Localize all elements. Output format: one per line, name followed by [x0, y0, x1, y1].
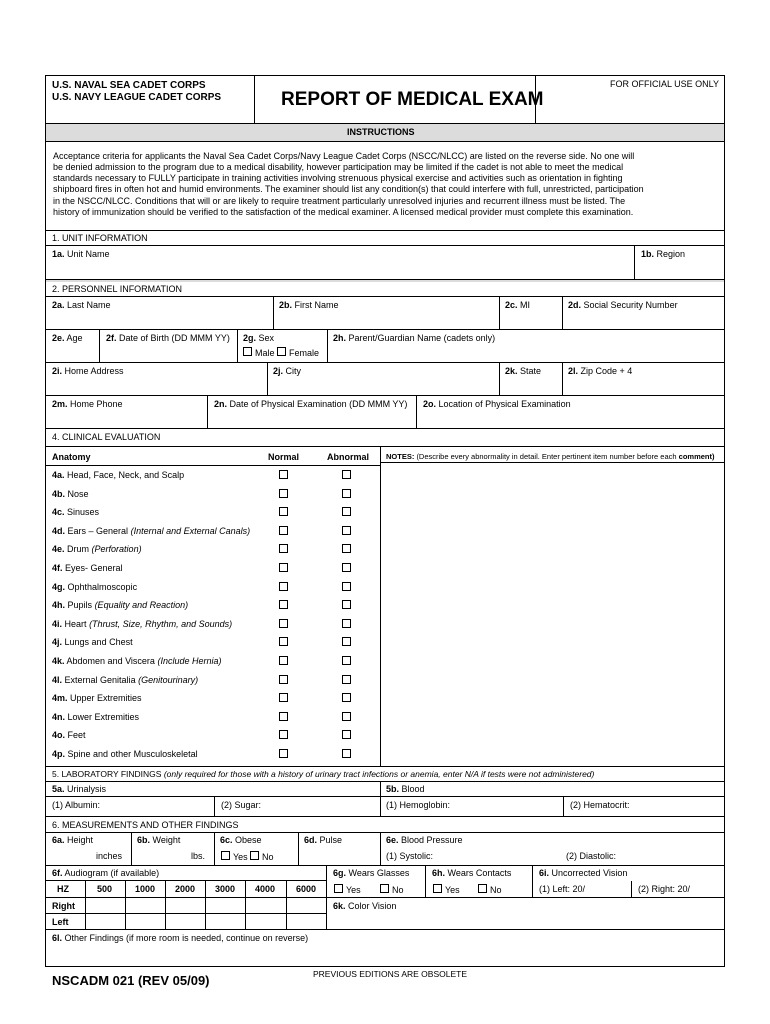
- exam-date-field[interactable]: [208, 396, 415, 428]
- abnormal-checkbox[interactable]: [342, 712, 351, 721]
- albumin-field[interactable]: [46, 797, 213, 816]
- clinical-row-label: [52, 656, 221, 667]
- field-number: 4b.: [52, 489, 66, 499]
- field-number: 2c.: [505, 300, 518, 310]
- field-number: 2h.: [333, 333, 347, 343]
- section-1-heading: 1. UNIT INFORMATION: [52, 233, 148, 243]
- wears-contacts-label: Wears Contacts: [447, 868, 512, 878]
- normal-checkbox[interactable]: [279, 563, 288, 572]
- abnormal-checkbox[interactable]: [342, 507, 351, 516]
- field-number: 4h.: [52, 600, 66, 610]
- anatomy-note: (Perforation): [91, 544, 142, 554]
- normal-checkbox[interactable]: [279, 600, 288, 609]
- normal-checkbox[interactable]: [279, 619, 288, 628]
- audiogram-label: Audiogram (if available): [64, 868, 160, 878]
- state-label: State: [520, 366, 542, 376]
- field-number: 4d.: [52, 526, 66, 536]
- anatomy-label: Lower Extremities: [67, 712, 140, 722]
- obese-no-checkbox[interactable]: [250, 851, 259, 860]
- vision-left-field[interactable]: [539, 884, 585, 895]
- sex-female-checkbox[interactable]: [277, 347, 286, 356]
- home-phone-field[interactable]: [46, 396, 206, 428]
- clinical-row-label: [52, 693, 142, 704]
- clinical-row-label: [52, 712, 139, 723]
- anatomy-label: Abdomen and Viscera: [66, 656, 155, 666]
- clinical-row: [46, 578, 380, 597]
- field-number: 2g.: [243, 333, 257, 343]
- normal-checkbox[interactable]: [279, 544, 288, 553]
- anatomy-label: Heart: [64, 619, 87, 629]
- field-number: 6g.: [333, 868, 347, 878]
- notes-label: NOTES:: [386, 452, 415, 461]
- vision-right-label: Right: 20/: [651, 884, 691, 894]
- exam-location-field[interactable]: [417, 396, 723, 428]
- form-title: REPORT OF MEDICAL EXAM: [281, 89, 544, 110]
- clinical-row: [46, 522, 380, 541]
- clinical-row-label: [52, 730, 86, 741]
- abnormal-checkbox[interactable]: [342, 675, 351, 684]
- sub-number: (2): [566, 851, 577, 861]
- albumin-label: Albumin:: [65, 800, 101, 810]
- audiogram-right-cell[interactable]: [287, 898, 326, 913]
- glasses-yes-label: Yes: [346, 885, 361, 895]
- clinical-row: [46, 745, 380, 764]
- clinical-row: [46, 596, 380, 615]
- normal-checkbox[interactable]: [279, 526, 288, 535]
- audiogram-left-cell[interactable]: [126, 914, 165, 929]
- normal-checkbox[interactable]: [279, 470, 288, 479]
- hematocrit-label: Hematocrit:: [583, 800, 630, 810]
- field-number: 2n.: [214, 399, 228, 409]
- audiogram-right-cell[interactable]: [246, 898, 286, 913]
- clinical-row: [46, 708, 380, 727]
- abnormal-checkbox[interactable]: [342, 730, 351, 739]
- clinical-row-label: [52, 749, 198, 760]
- notes-text: (Describe every abnormality in detail. Enter pertinent item number before each: [416, 452, 677, 461]
- home-address-label: Home Address: [64, 366, 124, 376]
- org-line-2: U.S. NAVY LEAGUE CADET CORPS: [52, 92, 222, 103]
- clinical-row: [46, 633, 380, 652]
- normal-checkbox[interactable]: [279, 693, 288, 702]
- abnormal-checkbox[interactable]: [342, 489, 351, 498]
- height-label: Height: [67, 835, 94, 845]
- state-field[interactable]: [500, 363, 561, 395]
- instructions-line: Acceptance criteria for applicants the Naval Sea Cadet Corps/Navy League Cadet Corps (NSCC/NLCC) are listed on the reverse side. No one will: [53, 151, 635, 161]
- wears-glasses-label: Wears Glasses: [348, 868, 410, 878]
- age-field[interactable]: [46, 330, 98, 362]
- anatomy-label: Pupils: [67, 600, 93, 610]
- sex-female-label: Female: [289, 348, 320, 358]
- vision-left-label: Left: 20/: [552, 884, 586, 894]
- section-2-heading: 2. PERSONNEL INFORMATION: [52, 284, 183, 294]
- clinical-row-label: [52, 637, 133, 648]
- clinical-row: [46, 466, 380, 485]
- clinical-row: [46, 726, 380, 745]
- abnormal-checkbox[interactable]: [342, 582, 351, 591]
- audiogram-left-cell[interactable]: [206, 914, 245, 929]
- contacts-no-checkbox[interactable]: [478, 884, 487, 893]
- color-vision-field[interactable]: [327, 898, 723, 929]
- sex-label: Sex: [258, 333, 275, 343]
- uncorrected-vision-label: Uncorrected Vision: [551, 868, 628, 878]
- audiogram-col-header: 2000: [175, 884, 196, 894]
- notes-instructions: [386, 451, 715, 462]
- clinical-row: [46, 671, 380, 690]
- clinical-row-label: [52, 544, 142, 555]
- abnormal-checkbox[interactable]: [342, 526, 351, 535]
- wears-contacts-field: [426, 866, 531, 897]
- weight-unit: lbs.: [191, 851, 206, 861]
- audiogram-left-label: Left: [52, 917, 69, 927]
- weight-field[interactable]: [132, 833, 213, 865]
- field-number: 6e.: [386, 835, 399, 845]
- last-name-field[interactable]: [46, 297, 272, 329]
- abnormal-checkbox[interactable]: [342, 563, 351, 572]
- obese-no-label: No: [262, 852, 274, 862]
- abnormal-checkbox[interactable]: [342, 619, 351, 628]
- normal-checkbox[interactable]: [279, 675, 288, 684]
- other-findings-label: Other Findings (if more room is needed, continue on reverse): [64, 933, 309, 943]
- abnormal-checkbox[interactable]: [342, 637, 351, 646]
- glasses-yes-checkbox[interactable]: [334, 884, 343, 893]
- clinical-row: [46, 540, 380, 559]
- obese-yes-checkbox[interactable]: [221, 851, 230, 860]
- normal-checkbox[interactable]: [279, 712, 288, 721]
- audiogram-left-cell[interactable]: [246, 914, 286, 929]
- anatomy-note: (Genitourinary): [138, 675, 199, 685]
- normal-checkbox[interactable]: [279, 749, 288, 758]
- contacts-yes-checkbox[interactable]: [433, 884, 442, 893]
- anatomy-label: Eyes- General: [65, 563, 123, 573]
- field-number: 2a.: [52, 300, 65, 310]
- sub-number: (2): [638, 884, 649, 894]
- sub-number: (2): [221, 800, 232, 810]
- audiogram-right-cell[interactable]: [126, 898, 165, 913]
- instructions-line: history of immunization should be verified to the satisfaction of the medical examiner. A licensed medical provider must complete this examination.: [53, 207, 634, 217]
- obese-label: Obese: [235, 835, 262, 845]
- urinalysis-label: Urinalysis: [67, 784, 107, 794]
- field-number: 4c.: [52, 507, 65, 517]
- anatomy-note: (Include Hernia): [157, 656, 222, 666]
- clinical-row-label: [52, 489, 89, 500]
- field-number: 4a.: [52, 470, 65, 480]
- field-number: 4k.: [52, 656, 65, 666]
- obese-yes-label: Yes: [233, 852, 248, 862]
- normal-checkbox[interactable]: [279, 656, 288, 665]
- anatomy-label: Spine and other Musculoskeletal: [67, 749, 198, 759]
- height-field[interactable]: [46, 833, 130, 865]
- systolic-label: Systolic:: [399, 851, 434, 861]
- systolic-field[interactable]: [386, 851, 433, 862]
- mi-label: MI: [520, 300, 531, 310]
- vision-right-field[interactable]: [638, 884, 690, 895]
- guardian-name-field[interactable]: [328, 330, 723, 362]
- clinical-row-label: [52, 582, 137, 593]
- field-number: 5b.: [386, 784, 400, 794]
- other-findings-field[interactable]: [46, 930, 723, 966]
- section-4-heading: 4. CLINICAL EVALUATION: [52, 432, 161, 442]
- obsolete-notice: PREVIOUS EDITIONS ARE OBSOLETE: [313, 969, 467, 979]
- anatomy-note: (Equality and Reaction): [94, 600, 189, 610]
- field-number: 6l.: [52, 933, 63, 943]
- clinical-row-label: [52, 563, 123, 574]
- clinical-row: [46, 485, 380, 504]
- first-name-field[interactable]: [274, 297, 498, 329]
- home-phone-label: Home Phone: [70, 399, 123, 409]
- zip-field[interactable]: [563, 363, 723, 395]
- pulse-label: Pulse: [319, 835, 343, 845]
- glasses-no-label: No: [392, 885, 404, 895]
- height-unit: inches: [96, 851, 123, 861]
- exam-location-label: Location of Physical Examination: [438, 399, 571, 409]
- first-name-label: First Name: [294, 300, 339, 310]
- contacts-yes-label: Yes: [445, 885, 460, 895]
- instructions-line: standards necessary to FULLY participate in training activities involving strenuous physical exercise and activities such as orientation in fighting: [53, 173, 623, 183]
- instructions-line: shipboard fires in often hot and humid environments. The examiner should list any condition(s) that could interfere with full, unrestricted, participation: [53, 184, 644, 194]
- anatomy-note: (Internal and External Canals): [130, 526, 251, 536]
- field-number: 4f.: [52, 563, 63, 573]
- audiogram-col-header: 500: [97, 884, 113, 894]
- audiogram-hz-header: HZ: [57, 884, 69, 894]
- field-number: 6h.: [432, 868, 446, 878]
- field-number: 5a.: [52, 784, 65, 794]
- audiogram-col-header: 3000: [215, 884, 236, 894]
- field-number: 4n.: [52, 712, 66, 722]
- dob-field[interactable]: [100, 330, 236, 362]
- guardian-name-label: Parent/Guardian Name (cadets only): [348, 333, 496, 343]
- anatomy-label: Lungs and Chest: [64, 637, 133, 647]
- hematocrit-field[interactable]: [564, 797, 723, 816]
- anatomy-label: Head, Face, Neck, and Scalp: [67, 470, 185, 480]
- sub-number: (2): [570, 800, 581, 810]
- city-field[interactable]: [268, 363, 498, 395]
- sub-number: (1): [539, 884, 550, 894]
- unit-name-field[interactable]: [46, 246, 633, 279]
- clinical-row: [46, 652, 380, 671]
- form-id: NSCADM 021 (REV 05/09): [52, 973, 210, 988]
- notes-area[interactable]: [381, 463, 723, 765]
- ssn-label: Social Security Number: [583, 300, 678, 310]
- field-number: 2e.: [52, 333, 65, 343]
- clinical-row-label: [52, 600, 188, 611]
- audiogram-col-header: 4000: [255, 884, 276, 894]
- hemoglobin-label: Hemoglobin:: [399, 800, 451, 810]
- region-field[interactable]: [635, 246, 723, 279]
- anatomy-label: External Genitalia: [64, 675, 136, 685]
- abnormal-checkbox[interactable]: [342, 749, 351, 758]
- section-5-heading: [52, 769, 594, 780]
- field-number: 4p.: [52, 749, 66, 759]
- field-number: 1b.: [641, 249, 655, 259]
- field-number: 4g.: [52, 582, 66, 592]
- col-normal: Normal: [268, 452, 300, 462]
- field-number: 6f.: [52, 868, 63, 878]
- abnormal-checkbox[interactable]: [342, 600, 351, 609]
- age-label: Age: [66, 333, 83, 343]
- clinical-row-label: [52, 675, 198, 686]
- instructions-line: be denied admission to the program due to a medical disability, however participation may be limited if the cadet is not able to meet the medical: [53, 162, 624, 172]
- blood-pressure-label: Blood Pressure: [401, 835, 463, 845]
- abnormal-checkbox[interactable]: [342, 470, 351, 479]
- blood-label: Blood: [401, 784, 425, 794]
- field-number: 6c.: [220, 835, 233, 845]
- field-number: 1a.: [52, 249, 65, 259]
- audiogram-left-cell[interactable]: [166, 914, 205, 929]
- field-number: 2b.: [279, 300, 293, 310]
- sugar-field[interactable]: [215, 797, 379, 816]
- normal-checkbox[interactable]: [279, 507, 288, 516]
- normal-checkbox[interactable]: [279, 582, 288, 591]
- audiogram-right-cell[interactable]: [206, 898, 245, 913]
- dob-label: Date of Birth (DD MMM YY): [119, 333, 230, 343]
- audiogram-right-cell[interactable]: [86, 898, 125, 913]
- field-number: 6k.: [333, 901, 346, 911]
- field-number: 6i.: [539, 868, 550, 878]
- ssn-field[interactable]: [563, 297, 723, 329]
- section-5-title: 5. LABORATORY FINDINGS: [52, 769, 162, 779]
- normal-checkbox[interactable]: [279, 489, 288, 498]
- region-label: Region: [656, 249, 686, 259]
- field-number: 2i.: [52, 366, 63, 376]
- zip-label: Zip Code + 4: [580, 366, 633, 376]
- anatomy-label: Feet: [67, 730, 86, 740]
- blood-pressure-field: [381, 833, 723, 865]
- org-line-1: U.S. NAVAL SEA CADET CORPS: [52, 80, 206, 91]
- anatomy-label: Nose: [67, 489, 89, 499]
- field-number: 2o.: [423, 399, 437, 409]
- color-vision-label: Color Vision: [348, 901, 397, 911]
- field-number: 4i.: [52, 619, 63, 629]
- audiogram-col-header: 1000: [135, 884, 156, 894]
- weight-label: Weight: [152, 835, 181, 845]
- sugar-label: Sugar:: [234, 800, 262, 810]
- field-number: 2j.: [273, 366, 284, 376]
- sex-male-label: Male: [255, 348, 275, 358]
- anatomy-note: (Thrust, Size, Rhythm, and Sounds): [89, 619, 233, 629]
- field-number: 2l.: [568, 366, 579, 376]
- audiogram-left-cell[interactable]: [86, 914, 125, 929]
- abnormal-checkbox[interactable]: [342, 656, 351, 665]
- diastolic-field[interactable]: [566, 851, 616, 862]
- field-number: 4o.: [52, 730, 66, 740]
- sub-number: (1): [386, 851, 397, 861]
- clinical-row-label: [52, 619, 232, 630]
- last-name-label: Last Name: [67, 300, 111, 310]
- audiogram-right-label: Right: [52, 901, 75, 911]
- audiogram-right-cell[interactable]: [166, 898, 205, 913]
- field-number: 4e.: [52, 544, 65, 554]
- field-number: 6d.: [304, 835, 318, 845]
- section-5-note: (only required for those with a history of urinary tract infections or anemia, enter N/A if tests were not administered): [163, 769, 595, 779]
- instructions-heading: INSTRUCTIONS: [347, 127, 415, 137]
- field-number: 6b.: [137, 835, 151, 845]
- anatomy-label: Drum: [67, 544, 90, 554]
- col-abnormal: Abnormal: [327, 452, 370, 462]
- clinical-row: [46, 503, 380, 522]
- anatomy-label: Ophthalmoscopic: [67, 582, 138, 592]
- clinical-row: [46, 615, 380, 634]
- field-number: 2m.: [52, 399, 68, 409]
- field-number: 2k.: [505, 366, 518, 376]
- pulse-field[interactable]: [299, 833, 379, 865]
- anatomy-label: Upper Extremities: [70, 693, 142, 703]
- obese-field: [215, 833, 297, 865]
- clinical-row-label: [52, 507, 99, 518]
- normal-checkbox[interactable]: [279, 730, 288, 739]
- field-number: 6a.: [52, 835, 65, 845]
- field-number: 4j.: [52, 637, 63, 647]
- uncorrected-vision-field: [533, 866, 723, 897]
- section-6-heading: 6. MEASUREMENTS AND OTHER FINDINGS: [52, 820, 239, 830]
- field-number: 2d.: [568, 300, 582, 310]
- audiogram-col-header: 6000: [296, 884, 317, 894]
- hemoglobin-field[interactable]: [381, 797, 562, 816]
- mi-field[interactable]: [500, 297, 561, 329]
- anatomy-label: Ears – General: [67, 526, 129, 536]
- home-address-field[interactable]: [46, 363, 266, 395]
- unit-name-label: Unit Name: [67, 249, 110, 259]
- contacts-no-label: No: [490, 885, 502, 895]
- clinical-row-label: [52, 526, 250, 537]
- clinical-row: [46, 689, 380, 708]
- wears-glasses-field: [327, 866, 424, 897]
- clinical-row: [46, 559, 380, 578]
- anatomy-label: Sinuses: [67, 507, 100, 517]
- field-number: 4m.: [52, 693, 68, 703]
- sub-number: (1): [386, 800, 397, 810]
- col-anatomy: Anatomy: [52, 452, 91, 462]
- instructions-line: in the NSCC/NLCC. Conditions that will or are likely to require treatment particularly unresolved injuries and recurrent illness must be listed. The: [53, 196, 626, 206]
- exam-date-label: Date of Physical Examination (DD MMM YY): [229, 399, 408, 409]
- sex-male-checkbox[interactable]: [243, 347, 252, 356]
- city-label: City: [285, 366, 302, 376]
- sex-field: [238, 330, 326, 362]
- abnormal-checkbox[interactable]: [342, 544, 351, 553]
- diastolic-label: Diastolic:: [579, 851, 617, 861]
- audiogram-left-cell[interactable]: [287, 914, 326, 929]
- clinical-row-label: [52, 470, 184, 481]
- field-number: 4l.: [52, 675, 63, 685]
- notes-comment: comment): [678, 452, 715, 461]
- glasses-no-checkbox[interactable]: [380, 884, 389, 893]
- official-use-label: FOR OFFICIAL USE ONLY: [610, 79, 720, 89]
- abnormal-checkbox[interactable]: [342, 693, 351, 702]
- field-number: 2f.: [106, 333, 117, 343]
- normal-checkbox[interactable]: [279, 637, 288, 646]
- sub-number: (1): [52, 800, 63, 810]
